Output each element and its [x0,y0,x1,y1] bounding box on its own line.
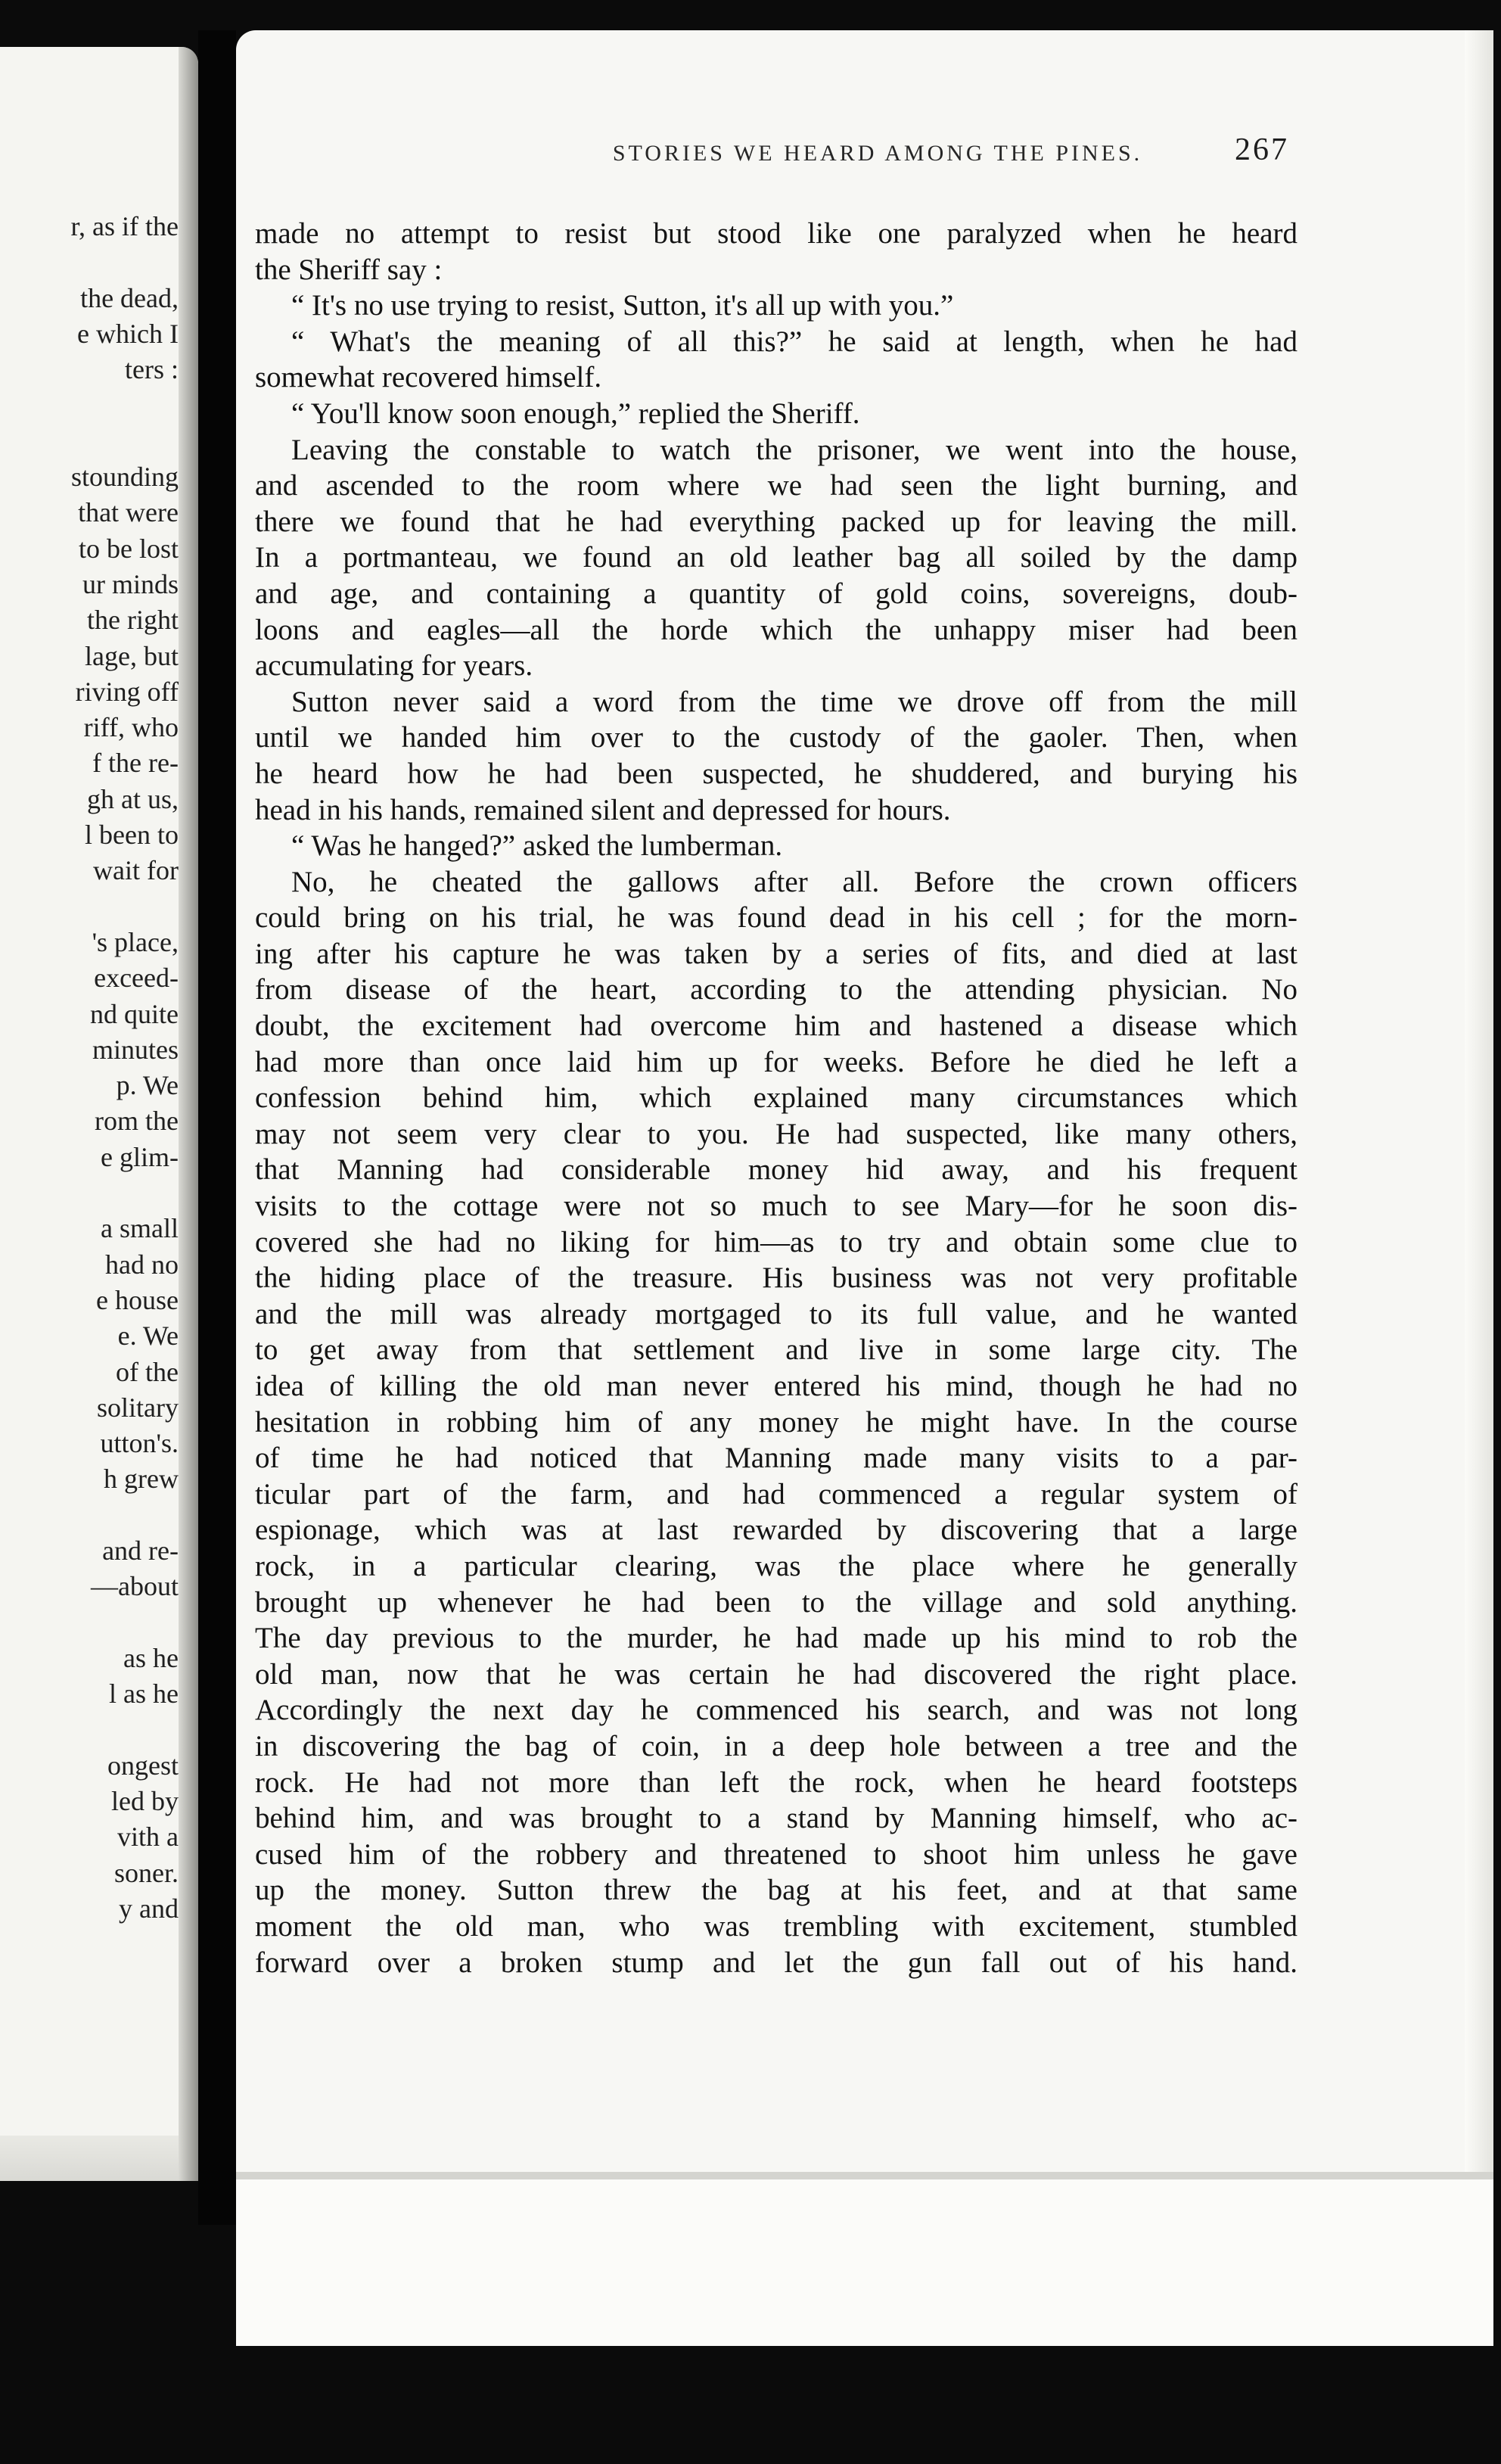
text-line: moment the old man, who was trembling with excitement, stumbled [255,1909,1297,1943]
previous-page-line: as he [123,1642,179,1673]
text-line: may not seem very clear to you. He had suspected, like many others, [255,1117,1297,1150]
text-line: he heard how he had been suspected, he shuddered, and burying his [255,757,1297,790]
running-head: STORIES WE HEARD AMONG THE PINES. [612,141,1143,166]
text-line: brought up whenever he had been to the village and sold anything. [255,1585,1297,1619]
body-text [255,216,1297,1980]
text-line: ing after his capture he was taken by a series of fits, and died at last [255,937,1297,970]
text-line: behind him, and was brought to a stand by Manning himself, who ac- [255,1802,1297,1835]
previous-page-line: utton's. [100,1428,179,1459]
previous-page-line: 's place, [92,926,179,957]
previous-page-line [0,1498,179,1533]
previous-page-line [0,1175,179,1211]
previous-page-text-column [0,209,179,1927]
previous-page-line: vith a [117,1822,179,1853]
text-line: In a portmanteau, we found an old leather bag all soiled by the damp [255,541,1297,574]
previous-page-line: a small [101,1213,179,1244]
previous-page-line [0,889,179,925]
previous-page-line: r, as if the [70,211,179,241]
text-line: doubt, the excitement had overcome him and hastened a disease which [255,1010,1297,1043]
text-line: and the mill was already mortgaged to its full value, and he wanted [255,1297,1297,1330]
text-line: cused him of the robbery and threatened to shoot him unless he gave [255,1837,1297,1871]
previous-page-line: the dead, [80,282,179,313]
text-line: ticular part of the farm, and had commenced a regular system of [255,1477,1297,1510]
text-line: had more than once laid him up for weeks. Before he died he left a [255,1045,1297,1078]
previous-page-line: rom the [95,1106,179,1137]
page-right-edge [1465,30,1493,2346]
previous-page-line: l been to [85,820,179,851]
previous-page-fragment [0,47,198,2181]
previous-page-line: soner. [114,1857,179,1888]
text-line: and ascended to the room where we had seen the light burning, and [255,469,1297,502]
text-line: to get away from that settlement and live in some large city. The [255,1333,1297,1367]
text-line: hesitation in robbing him of any money he might have. In the course [255,1405,1297,1439]
previous-page-line: ters : [125,354,179,385]
text-line: “ Was he hanged?” asked the lumberman. [291,829,783,863]
previous-page-line [0,1712,179,1747]
previous-page-line: of the [116,1356,179,1387]
previous-page-line: minutes [92,1034,179,1065]
text-line: the Sheriff say : [255,253,443,286]
previous-page-line: p. We [116,1070,179,1101]
previous-page-line: e house [96,1284,179,1315]
text-line: covered she had no liking for him—as to try and obtain some clue to [255,1225,1297,1258]
previous-page-line: nd quite [90,998,179,1029]
text-line: old man, now that he was certain he had discovered the right place. [255,1657,1297,1691]
previous-page-line: ongest [107,1750,179,1781]
previous-page-line: to be lost [79,533,179,564]
text-line: and age, and containing a quantity of gold coins, sovereigns, doub- [255,577,1297,610]
previous-page-bottom-edge [0,2136,198,2181]
text-line: there we found that he had everything packed up for leaving the mill. [255,505,1297,538]
previous-page-line: solitary [97,1392,179,1423]
previous-page-line: h grew [104,1464,179,1495]
previous-page-line: f the re- [92,748,179,779]
previous-page-line: stounding [70,462,179,493]
text-line: of time he had noticed that Manning made many visits to a par- [255,1442,1297,1475]
previous-page-line: l as he [109,1678,179,1710]
text-line: Sutton never said a word from the time we drove off from the mill [291,685,1297,718]
text-line: made no attempt to resist but stood like one paralyzed when he heard [255,217,1297,250]
previous-page-line: led by [111,1786,179,1817]
text-line: from disease of the heart, according to the attending physician. No [255,973,1297,1006]
text-line: “ It's no use trying to resist, Sutton, it's all up with you.” [291,289,954,322]
text-line: espionage, which was at last rewarded by discovering that a large [255,1514,1297,1547]
text-line: idea of killing the old man never entered his mind, though he had no [255,1370,1297,1402]
previous-page-line: ur minds [82,568,179,599]
previous-page-line: and re- [102,1535,179,1566]
previous-page-line: gh at us, [87,783,179,814]
page-stack-bottom-edge [236,2172,1493,2346]
text-line: somewhat recovered himself. [255,361,602,394]
previous-page-line [0,387,179,423]
current-page [236,30,1493,2346]
text-line: Leaving the constable to watch the prisoner, we went into the house, [291,433,1297,466]
text-line: “ What's the meaning of all this?” he said at length, when he had [291,325,1297,358]
text-line: rock, in a particular clearing, was the place where he generally [255,1549,1297,1582]
text-line: that Manning had considerable money hid away, and his frequent [255,1153,1297,1187]
text-line: head in his hands, remained silent and depressed for hours. [255,793,951,826]
text-line: in discovering the bag of coin, in a deep hole between a tree and the [255,1729,1297,1762]
text-line: The day previous to the murder, he had made up his mind to rob the [255,1622,1297,1655]
text-line: No, he cheated the gallows after all. Before the crown officers [291,865,1297,898]
previous-page-line: lage, but [85,640,179,671]
text-line: could bring on his trial, he was found dead in his cell ; for the morn- [255,901,1297,935]
previous-page-line: exceed- [94,963,179,994]
text-line: up the money. Sutton threw the bag at his feet, and at that same [255,1874,1297,1907]
previous-page-line: riving off [75,676,179,707]
text-line: loons and eagles—all the horde which the unhappy miser had been [255,613,1297,646]
previous-page-line: that were [78,497,179,528]
text-line: until we handed him over to the custody of the gaoler. Then, when [255,721,1297,754]
previous-page-line: —about [91,1571,179,1602]
text-line: Accordingly the next day he commenced his search, and was not long [255,1694,1297,1727]
previous-page-line [0,244,179,280]
text-line: the hiding place of the treasure. His business was not very profitable [255,1262,1297,1295]
previous-page-line [0,1605,179,1641]
previous-page-line: y and [119,1893,179,1924]
previous-page-line [0,424,179,459]
book-gutter-shadow [179,47,198,2181]
previous-page-line: the right [87,605,179,636]
previous-page-line: riff, who [83,712,179,743]
previous-page-line: e. We [117,1321,179,1352]
book-spine-gap [198,30,236,2225]
text-line: accumulating for years. [255,649,533,683]
text-line: forward over a broken stump and let the gun fall out of his hand. [255,1946,1297,1979]
previous-page-line: e which I [77,318,179,349]
text-line: visits to the cottage were not so much to see Mary—for he soon dis- [255,1190,1297,1223]
previous-page-line: had no [105,1249,179,1280]
page-number: 267 [1235,132,1289,167]
previous-page-line: wait for [93,855,179,886]
text-line: confession behind him, which explained many circumstances which [255,1081,1297,1115]
text-line: “ You'll know soon enough,” replied the Sheriff. [291,397,860,430]
previous-page-line: e glim- [101,1141,179,1172]
text-line: rock. He had not more than left the rock, when he heard footsteps [255,1766,1297,1799]
